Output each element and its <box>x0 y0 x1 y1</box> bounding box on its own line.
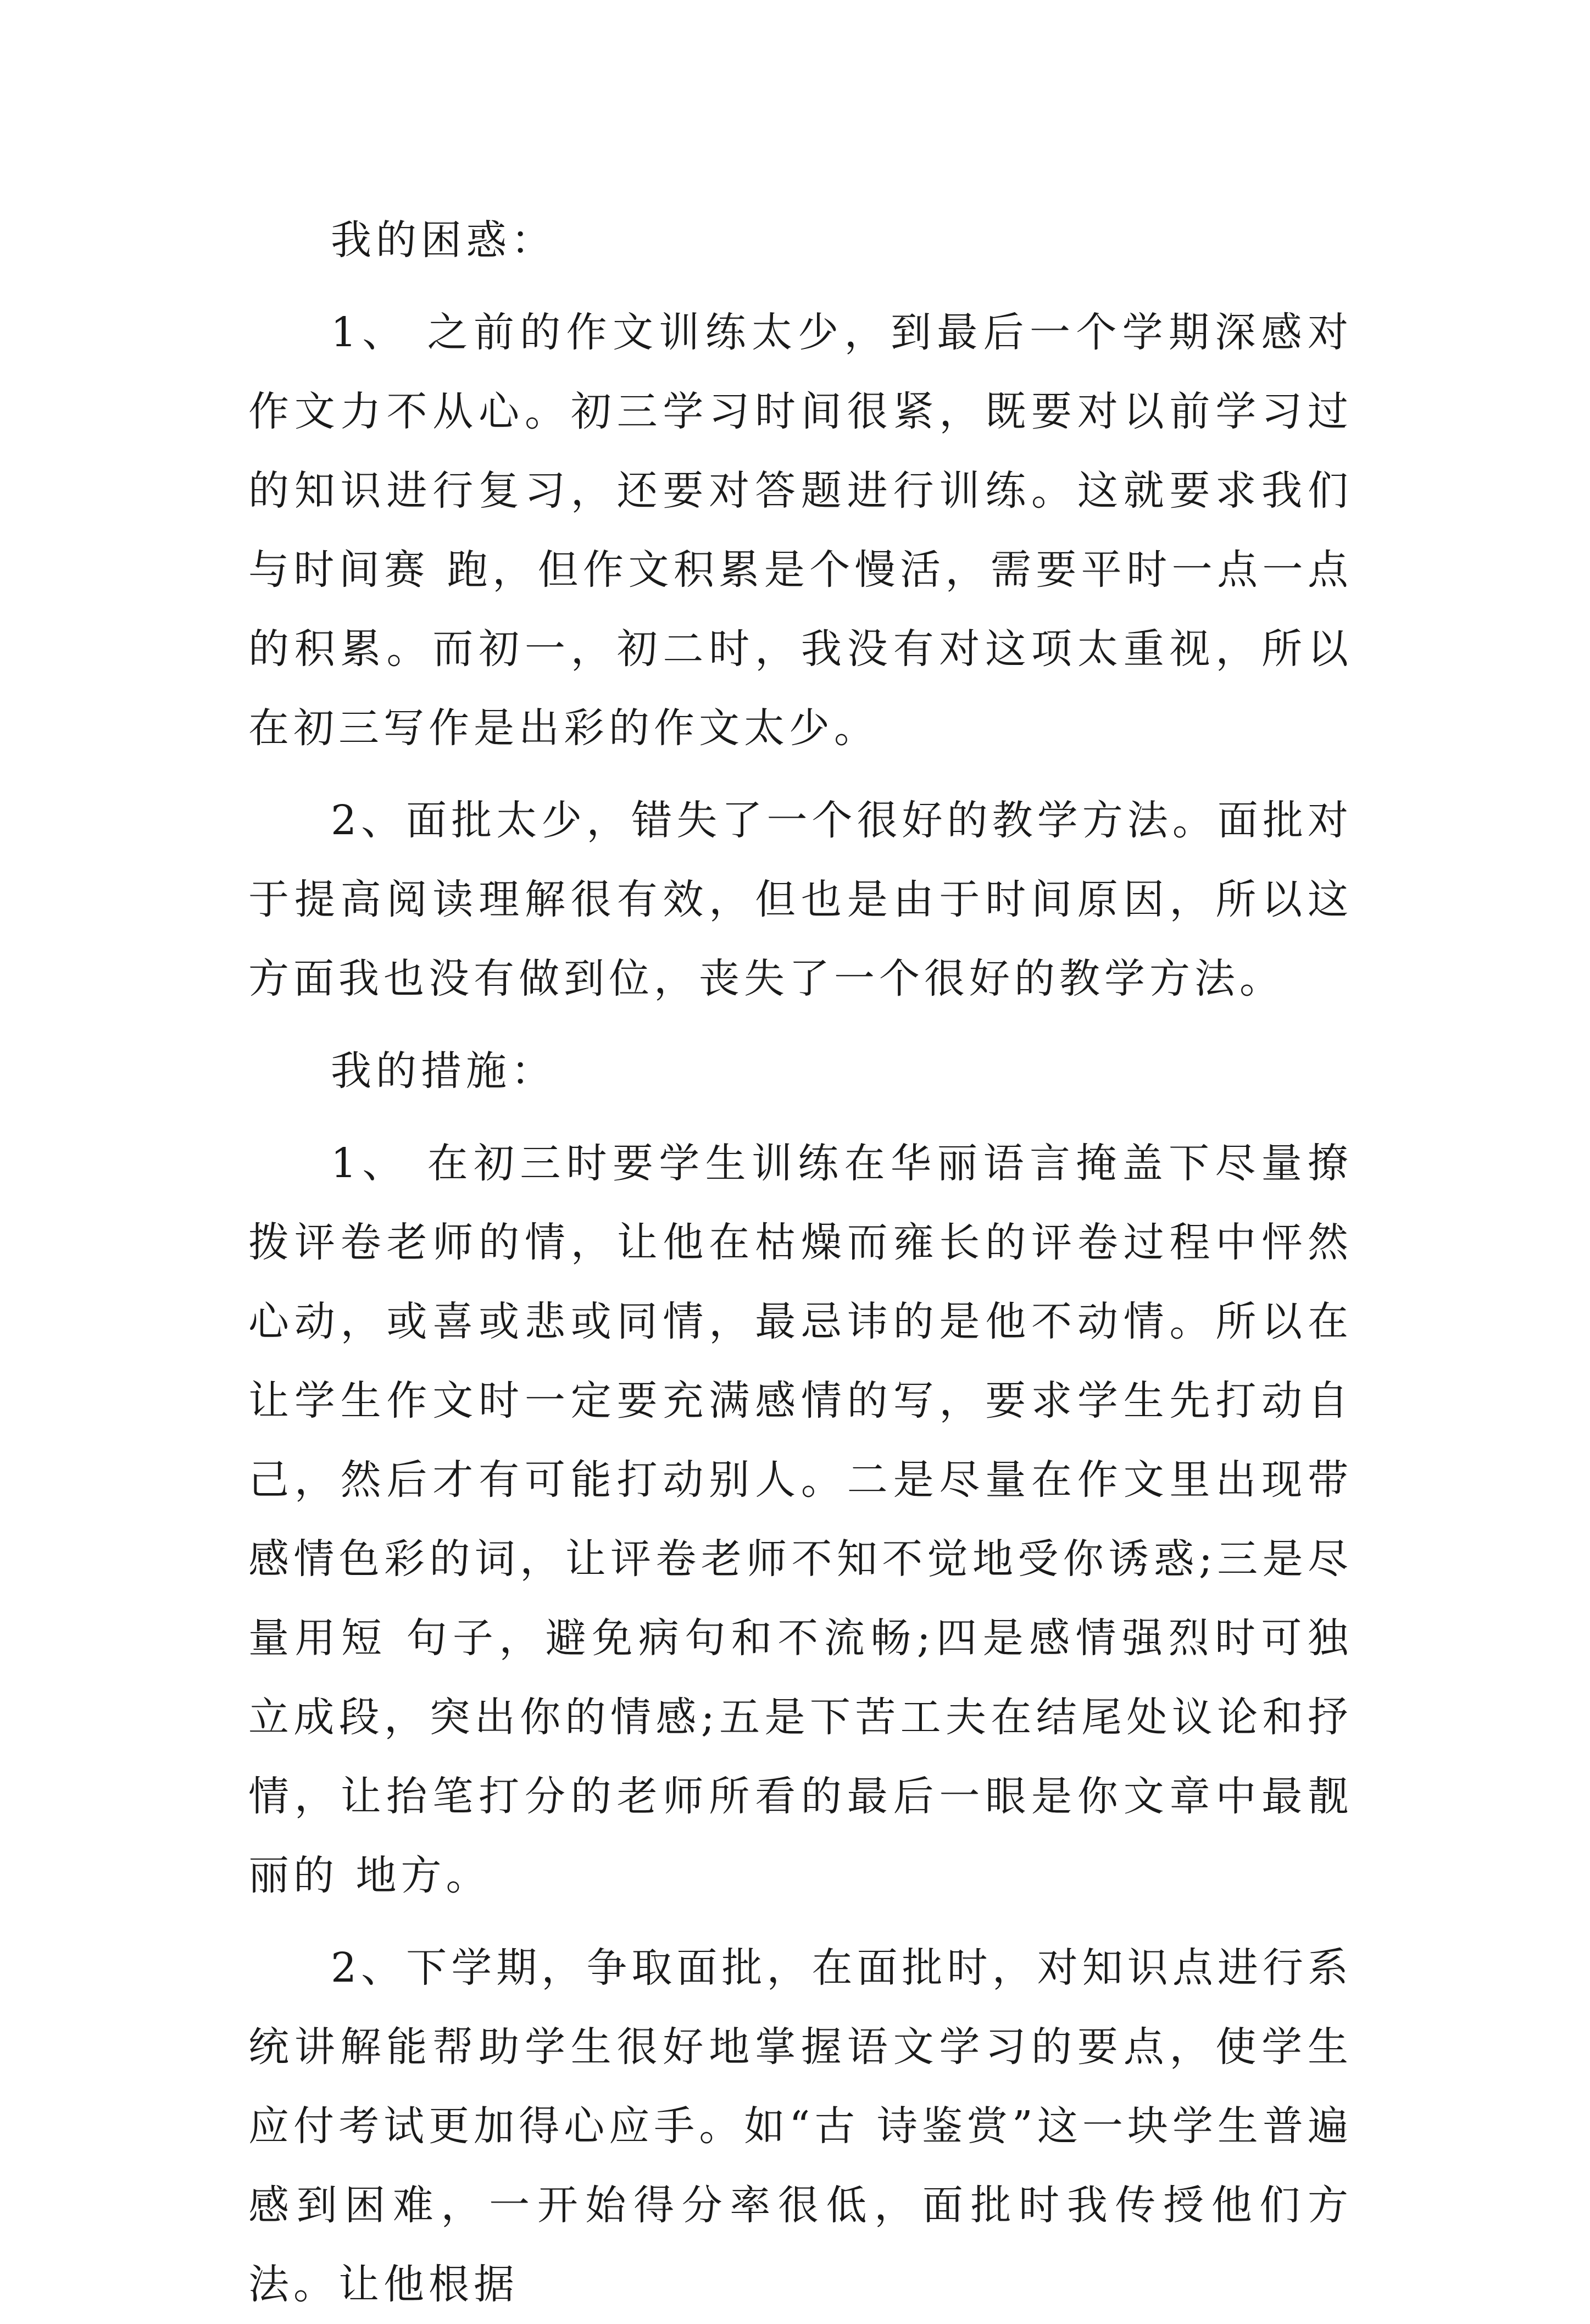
paragraph-confusion-2: 2、面批太少，错失了一个很好的教学方法。面批对于提高阅读理解很有效，但也是由于时间原因，所以这方面我也没有做到位，丧失了一个很好的教学方法。 <box>248 797 1353 1002</box>
heading-my-measures: 我的措施： <box>331 1047 556 1095</box>
document-body <box>248 201 1353 2324</box>
paragraph-measure-1: 1、 在初三时要学生训练在华丽语言掩盖下尽量撩拨评卷老师的情，让他在枯燥而雍长的评卷过程中怦然心动，或喜或悲或同情，最忌讳的是他不动情。所以在让学生作文时一定要充满感情的写，要求学生先打动自己，然后才有可能打动别人。二是尽量在作文里出现带感情色彩的词，让评卷老师不知不觉地受你诱惑;三是尽量用短 句子，避免病句和不流畅;四是感情强烈时可独立成段，突出你的情感;五是下苦工夫在结尾处议论和抒情，让抬笔打分的老师所看的最后一眼是你文章中最靓丽的 地方。 <box>248 1140 1353 1899</box>
paragraph-confusion-1: 1、 之前的作文训练太少，到最后一个学期深感对作文力不从心。初三学习时间很紧，既要对以前学习过的知识进行复习，还要对答题进行训练。这就要求我们与时间赛 跑，但作文积累是个慢活，需要平时一点一点的积累。而初一，初二时，我没有对这项太重视，所以在初三写作是出彩的作文太少。 <box>248 309 1353 752</box>
heading-my-confusion: 我的困惑： <box>331 217 556 264</box>
paragraph-measure-2: 2、下学期，争取面批，在面批时，对知识点进行系统讲解能帮助学生很好地掌握语文学习的要点，使学生应付考试更加得心应手。如“古 诗鉴赏”这一块学生普遍感到困难，一开始得分率很低，面批时我传授他们方法。让他根据 <box>248 1944 1353 2308</box>
